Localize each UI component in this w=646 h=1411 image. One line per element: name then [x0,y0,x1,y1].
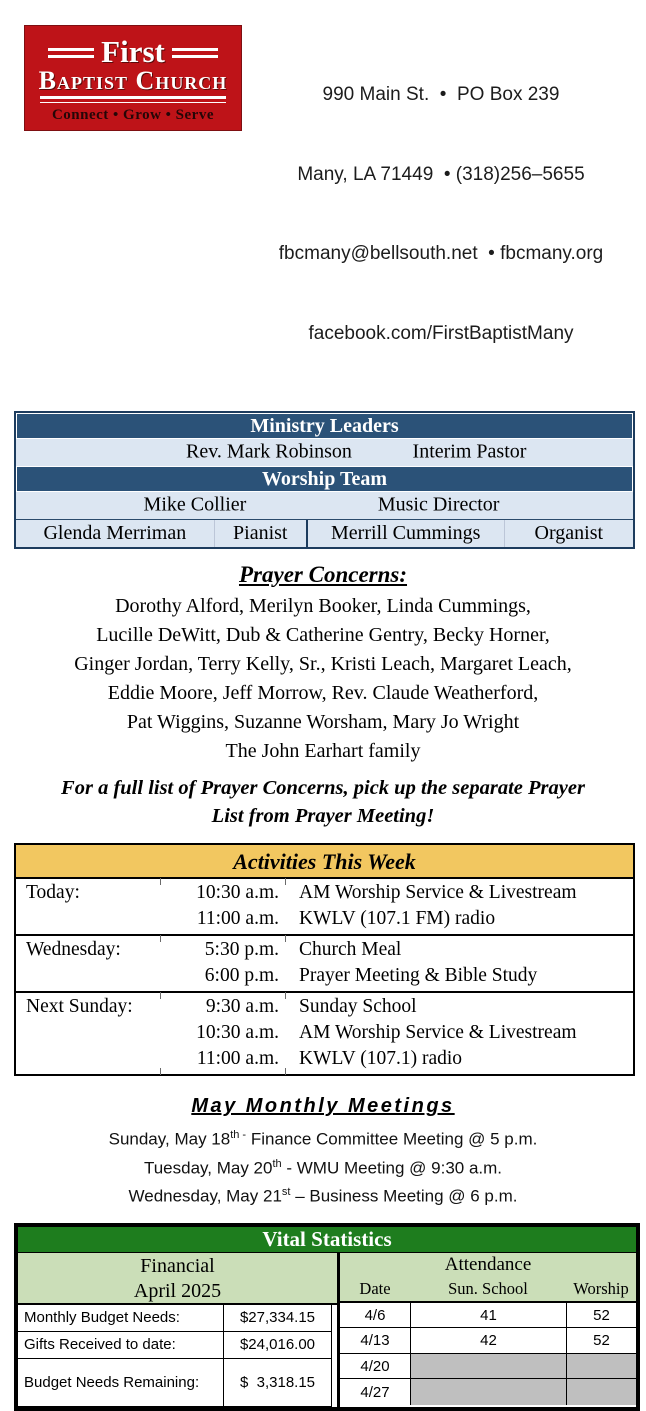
column-tick [285,935,286,942]
attendance-worship: 52 [566,1328,636,1353]
column-tick [160,878,161,885]
activity-line [16,963,633,989]
ministry-leaders-header: Ministry Leaders [16,413,633,439]
activity-desc: AM Worship Service & Livestream [299,1022,577,1043]
attendance-date: 4/20 [360,1357,390,1375]
financial-value: $24,016.00 [239,1336,316,1354]
worship-team-header: Worship Team [16,466,633,492]
activity-time: 10:30 a.m. [196,882,279,903]
music-director-role: Music Director [377,493,500,516]
activity-line [16,880,633,906]
prayer-names-line: Ginger Jordan, Terry Kelly, Sr., Kristi Leach, Margaret Leach, [74,653,572,675]
attendance-section [340,1253,636,1407]
financial-row [18,1332,331,1359]
activity-time: 9:30 a.m. [205,996,279,1017]
music-director-name: Mike Collier [143,493,247,516]
prayer-note [0,774,646,830]
financial-value: $27,334.15 [239,1309,316,1327]
activity-time: 5:30 p.m. [204,939,279,960]
logo-first-row [25,36,241,68]
contact-line-address: 990 Main St. • PO Box 239 [322,84,560,105]
attendance-date: 4/27 [360,1383,390,1401]
monthly-meetings-section [0,1095,646,1209]
prayer-concerns-title: Prayer Concerns: [238,562,408,587]
activity-desc: AM Worship Service & Livestream [299,882,577,903]
contact-line-facebook: facebook.com/FirstBaptistMany [308,322,574,344]
activity-time: 11:00 a.m. [196,908,279,929]
column-tick [160,992,161,999]
ordinal-suffix: th - [230,1129,247,1141]
financial-section [18,1253,340,1407]
prayer-names-line: The John Earhart family [225,740,421,762]
ministry-row-music-director [16,492,633,519]
activities-title: Activities This Week [16,845,633,879]
meeting-text: - WMU Meeting @ 9:30 a.m. [281,1158,503,1178]
activities-group-wednesday [16,934,633,991]
activity-day: Next Sunday: [26,996,133,1017]
financial-label: Gifts Received to date: [18,1332,224,1358]
meeting-text: Tuesday, May 20 [143,1158,273,1178]
pianist-role: Pianist [215,520,308,547]
pianist-name: Glenda Merriman [16,520,215,547]
activities-group-today [16,879,633,934]
prayer-concerns-section [0,562,646,830]
attendance-header: Attendance [340,1253,636,1277]
pastor-name: Rev. Mark Robinson [186,440,352,463]
logo-divider-line [40,96,226,103]
ministry-row-musicians [16,519,633,547]
meeting-line [0,1152,646,1181]
meeting-text: Finance Committee Meeting @ 5 p.m. [246,1129,538,1149]
organist-name: Merrill Cummings [308,520,505,547]
attendance-sunday-school: 42 [410,1328,566,1353]
prayer-names-line: Pat Wiggins, Suzanne Worsham, Mary Jo Wright [126,711,520,733]
attendance-column-headers [340,1277,636,1303]
activity-line [16,994,633,1020]
meeting-line [0,1123,646,1152]
financial-header [18,1253,337,1305]
attendance-col-worship: Worship [573,1278,629,1298]
prayer-names-line: Lucille DeWitt, Dub & Catherine Gentry, Becky Horner, [96,624,550,646]
financial-header-title: Financial [140,1254,215,1277]
attendance-worship: 52 [566,1303,636,1328]
ministry-row-pastor [16,439,633,466]
activity-time: 11:00 a.m. [196,1048,279,1069]
meeting-text: Wednesday, May 21 [128,1186,282,1206]
logo-word-baptist-church: Baptist Church [38,66,228,95]
logo-tagline: Connect • Grow • Serve [51,107,215,123]
financial-label: Monthly Budget Needs: [18,1305,224,1331]
meeting-text: Sunday, May 18 [108,1129,231,1149]
column-tick [285,878,286,885]
vital-statistics-title: Vital Statistics [18,1227,636,1253]
activity-day [16,906,161,932]
vital-statistics-body [18,1253,636,1407]
attendance-row [340,1328,636,1354]
activity-time: 6:00 p.m. [204,965,279,986]
financial-row [18,1305,331,1332]
vital-statistics-table [14,1223,640,1411]
logo-flourish-right [172,48,218,58]
pastor-role: Interim Pastor [412,440,527,463]
attendance-row [340,1354,636,1380]
ordinal-suffix: th [272,1157,282,1170]
activity-line [16,1020,633,1046]
column-tick [160,935,161,942]
activity-line [16,906,633,932]
attendance-row [340,1379,636,1405]
contact-line-city-phone: Many, LA 71449 • (318)256–5655 [297,163,585,185]
church-logo [24,25,242,131]
attendance-sunday-school-empty [410,1379,566,1405]
attendance-sunday-school: 41 [410,1303,566,1328]
activity-desc: KWLV (107.1) radio [299,1048,463,1069]
activity-time: 10:30 a.m. [196,1022,279,1043]
attendance-sunday-school-empty [410,1354,566,1379]
contact-info [242,25,640,400]
activity-desc: KWLV (107.1 FM) radio [299,908,496,929]
activity-day [16,1046,161,1072]
activity-day [16,963,161,989]
financial-grid [18,1305,332,1407]
column-tick [285,992,286,999]
activity-day: Wednesday: [26,939,121,960]
prayer-note-line: For a full list of Prayer Concerns, pick up the separate Prayer [61,777,585,799]
column-tick [285,1068,286,1075]
attendance-date: 4/13 [360,1332,390,1350]
financial-header-subtitle: April 2025 [133,1279,222,1302]
attendance-col-date: Date [359,1278,391,1298]
organist-role: Organist [534,522,604,544]
prayer-names-line: Eddie Moore, Jeff Morrow, Rev. Claude Weatherford, [107,682,539,704]
logo-flourish-left [48,48,94,58]
logo-word-first: First [101,34,165,69]
activities-group-next-sunday [16,991,633,1074]
financial-row [18,1359,331,1407]
attendance-date: 4/6 [364,1306,386,1324]
attendance-col-sunday-school: Sun. School [448,1278,528,1298]
prayer-note-line: List from Prayer Meeting! [211,805,435,827]
attendance-worship-empty [566,1354,636,1379]
activity-day: Today: [26,882,80,903]
activities-table [14,843,635,1076]
activity-line [16,937,633,963]
activity-day [16,1020,161,1046]
activity-desc: Church Meal [299,939,402,960]
prayer-names-line: Dorothy Alford, Merilyn Booker, Linda Cummings, [115,595,531,617]
meeting-line [0,1180,646,1209]
attendance-worship-empty [566,1379,636,1405]
contact-line-email-web: fbcmany@bellsouth.net • fbcmany.org [278,243,604,264]
activity-desc: Prayer Meeting & Bible Study [299,965,538,986]
monthly-meetings-title: May Monthly Meetings [191,1095,455,1117]
attendance-row [340,1303,636,1329]
meeting-text: – Business Meeting @ 6 p.m. [290,1186,518,1206]
financial-value: $ 3,318.15 [239,1373,316,1391]
ordinal-suffix: st [281,1186,291,1199]
activity-desc: Sunday School [299,996,417,1017]
ministry-leaders-table [14,411,635,549]
activity-line [16,1046,633,1072]
financial-label: Budget Needs Remaining: [18,1359,224,1406]
page-header [0,0,646,400]
column-tick [160,1068,161,1075]
